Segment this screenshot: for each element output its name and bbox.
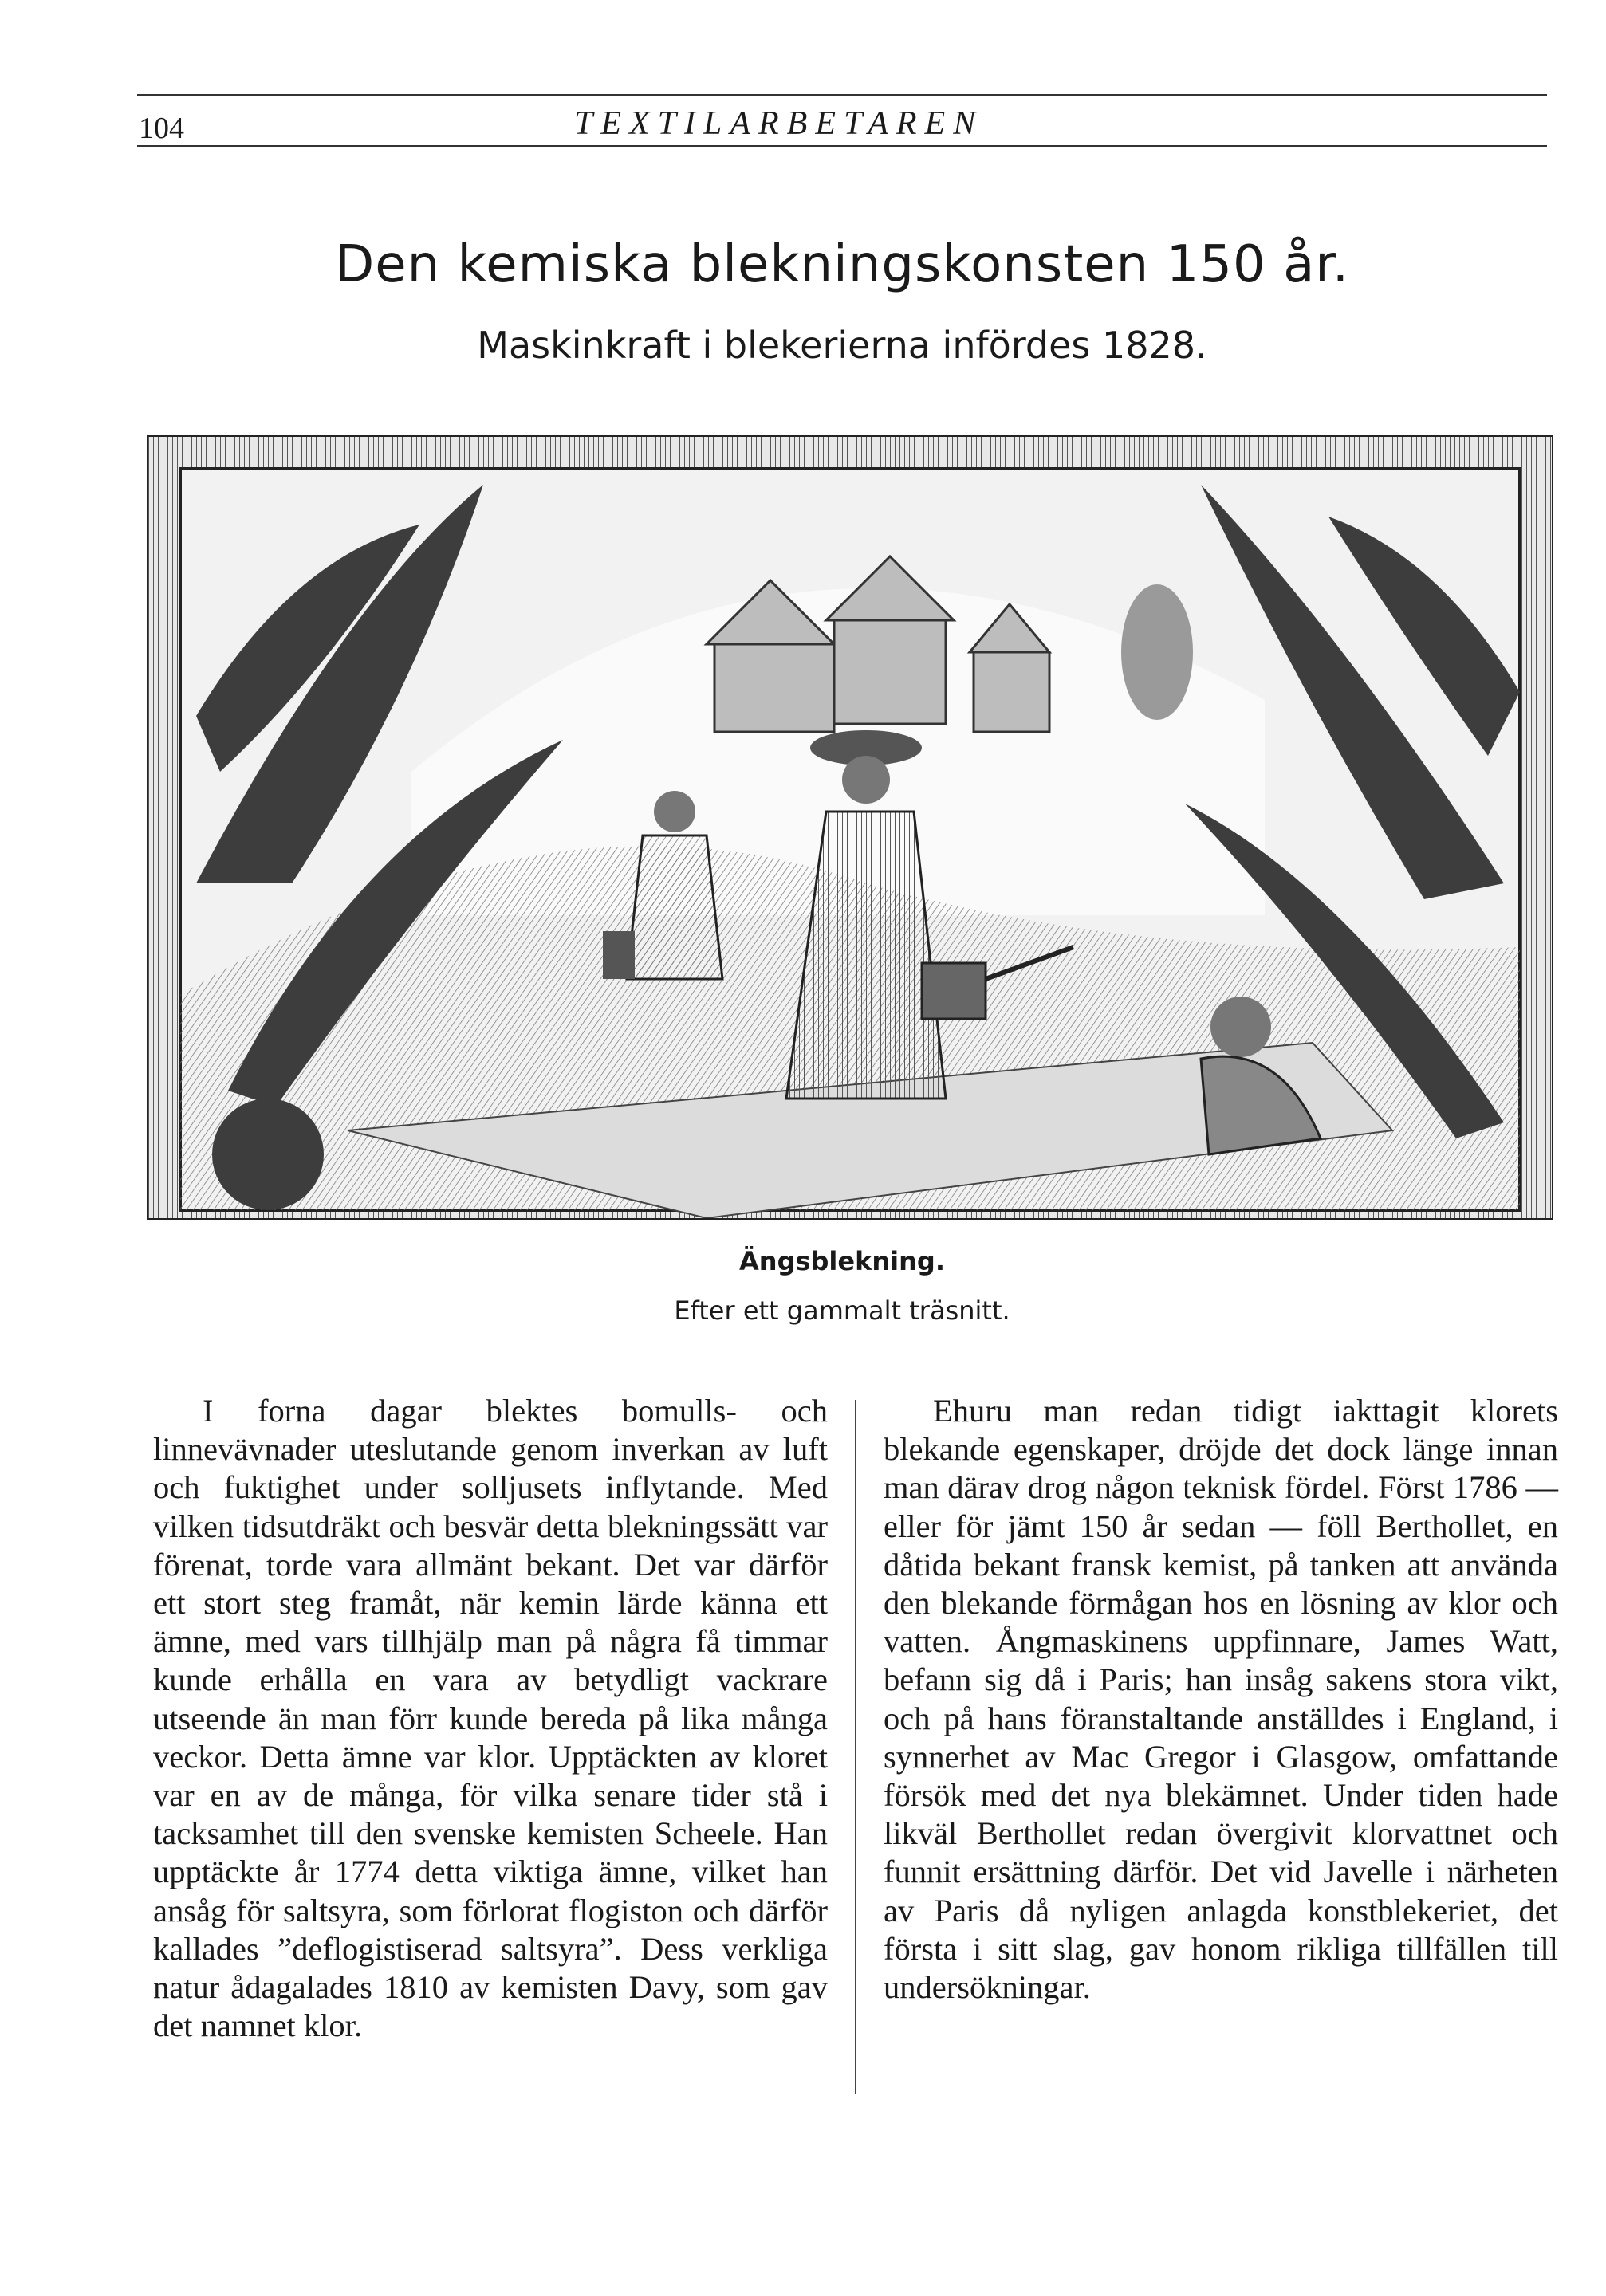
figure-caption-title: Ängsblekning. xyxy=(739,1246,945,1276)
body-column-left: I forna dagar blektes bomulls- och linnevävnader uteslutande genom inverkan av luft och fuktighet under solljusets inflytande. Med vilken tidsutdräkt och besvär detta blekningssätt var förenat, torde vara allmänt bekant. Det var därför ett stort steg framåt, när kemin lärde känna ett ämne, med vars tillhjälp man på några få timmar kunde erhålla en vara av betydligt vackrare utseende än man förr kunde bereda på lika många veckor. Detta ämne var klor. Upptäckten av kloret var en av de många, för vilka senare tider stå i tacksamhet till den svenske kemisten Scheele. Han upptäckte år 1774 detta viktiga ämne, vilket han ansåg för saltsyra, som förlorat flogiston och därför kallades ”deflogistiserad saltsyra”. Dess verkliga natur ådagalades 1810 av kemisten Davy, som gav det namnet klor. xyxy=(153,1393,828,2044)
woodcut-illustration xyxy=(147,435,1553,1220)
tree xyxy=(1121,584,1193,720)
column-divider xyxy=(855,1400,856,2094)
bleaching-field-engraving xyxy=(148,437,1552,1218)
header-rule-top xyxy=(137,94,1547,96)
header-rule-bottom xyxy=(137,145,1547,147)
article-title: Den kemiska blekningskonsten 150 år. xyxy=(334,235,1350,294)
running-head-journal-title: TEXTILARBETAREN xyxy=(574,105,984,142)
article-subtitle: Maskinkraft i blekerierna infördes 1828. xyxy=(477,324,1207,367)
page-number: 104 xyxy=(139,112,184,145)
figure-caption-credit: Efter ett gammalt träsnitt. xyxy=(674,1295,1010,1326)
body-column-right: Ehuru man redan tidigt iakttagit klorets blekande egenskaper, dröjde det dock länge innan man därav drog någon teknisk fördel. Först 1786 — eller för jämt 150 år sedan — föll Berthollet, en dåtida bekant fransk kemist, på tanken att använda den blekande förmågan hos en lösning av klor och vatten. Ångmaskinens uppfinnare, James Watt, befann sig då i Paris; han insåg sakens stora vikt, och på hans föranstaltande anställdes i England, i synnerhet av Mac Gregor i Glasgow, omfattande försök med det nya blekämnet. Under tiden hade likväl Berthollet redan övergivit klorvattnet och funnit ersättning därför. Det vid Javelle i närheten av Paris då nyligen anlagda konstblekeriet, det första i sitt slag, gav honom rikliga tillfällen till undersökningar. xyxy=(884,1393,1558,2006)
